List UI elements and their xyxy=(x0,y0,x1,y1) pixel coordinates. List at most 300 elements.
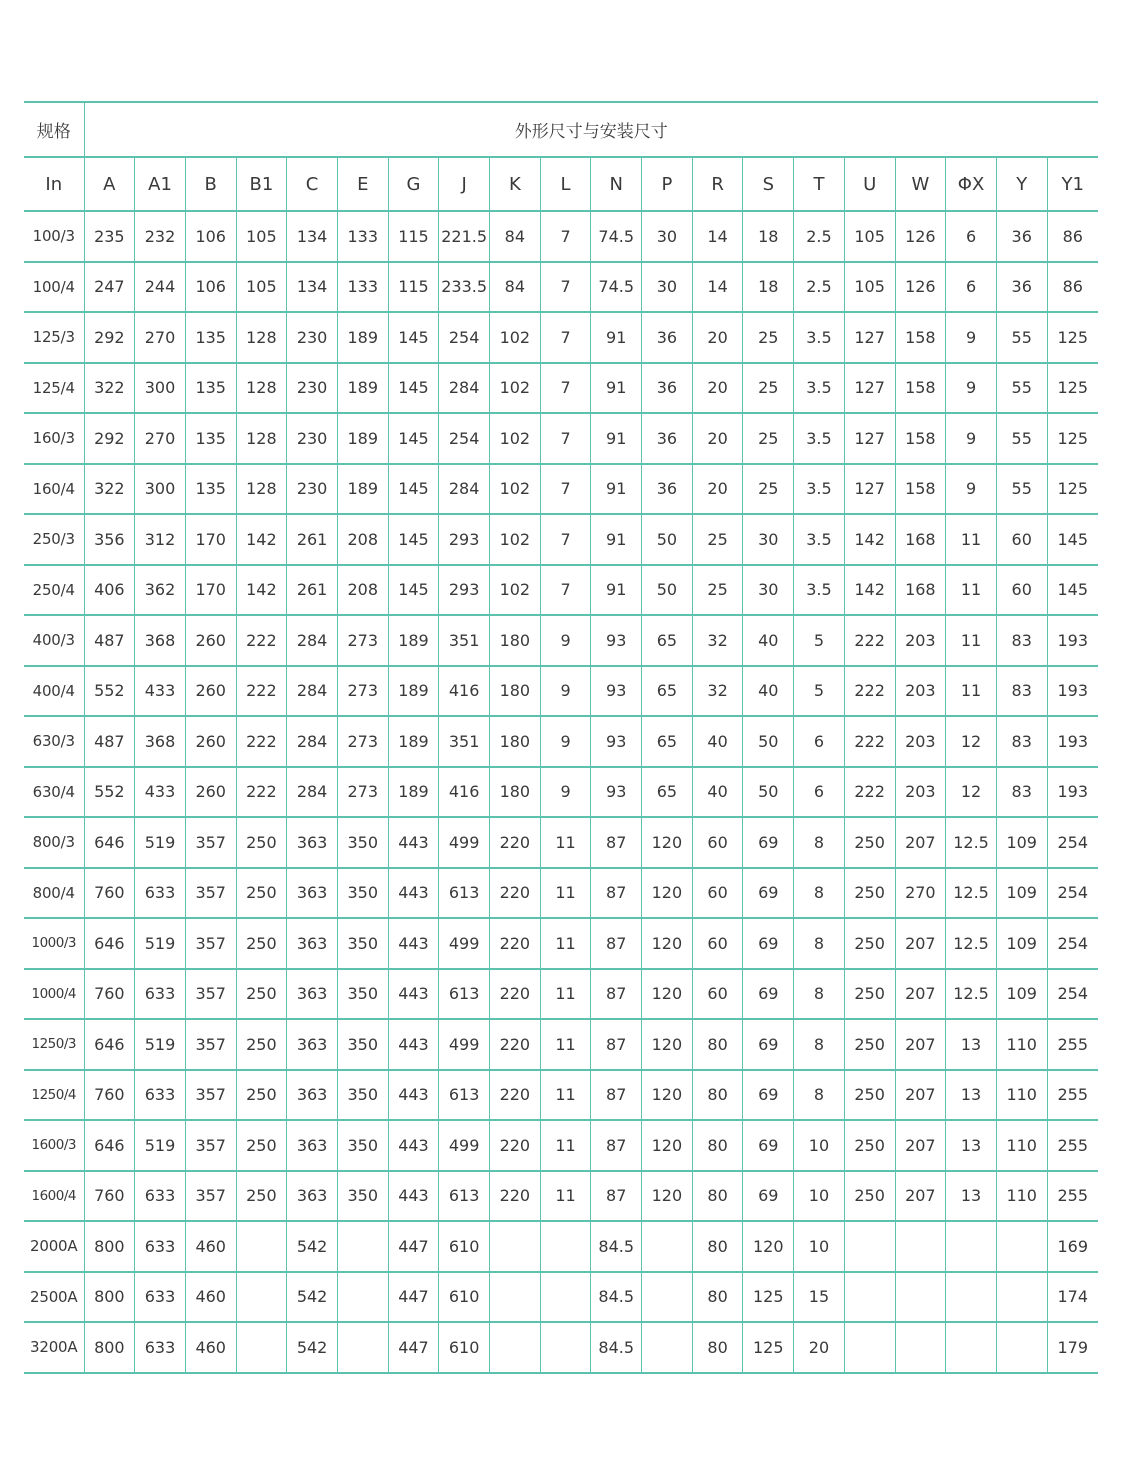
table-cell: 350 xyxy=(337,1070,388,1121)
table-cell: 127 xyxy=(844,464,895,515)
table-cell: 80 xyxy=(692,1019,743,1070)
table-cell: 91 xyxy=(591,363,642,414)
table-cell: 357 xyxy=(185,1120,236,1171)
table-cell: 363 xyxy=(287,1070,338,1121)
table-cell: 270 xyxy=(135,312,186,363)
column-header: L xyxy=(540,157,591,211)
table-cell: 125 xyxy=(1047,413,1098,464)
table-cell: 610 xyxy=(439,1322,490,1373)
table-cell: 284 xyxy=(439,464,490,515)
table-cell: 55 xyxy=(996,363,1047,414)
table-cell: 25 xyxy=(743,413,794,464)
table-cell: 207 xyxy=(895,1171,946,1222)
table-cell: 126 xyxy=(895,262,946,313)
table-cell: 646 xyxy=(84,918,135,969)
table-cell: 260 xyxy=(185,767,236,818)
table-cell: 145 xyxy=(1047,514,1098,565)
table-cell: 760 xyxy=(84,868,135,919)
table-cell: 109 xyxy=(996,817,1047,868)
table-cell: 363 xyxy=(287,1120,338,1171)
table-cell: 25 xyxy=(743,363,794,414)
table-cell: 105 xyxy=(236,262,287,313)
table-cell: 273 xyxy=(337,615,388,666)
table-cell: 273 xyxy=(337,666,388,717)
table-cell: 20 xyxy=(692,413,743,464)
table-cell: 36 xyxy=(642,413,693,464)
table-cell: 350 xyxy=(337,918,388,969)
table-cell: 12.5 xyxy=(946,868,997,919)
column-header: N xyxy=(591,157,642,211)
table-cell xyxy=(996,1221,1047,1272)
table-cell: 250 xyxy=(236,1070,287,1121)
table-cell: 613 xyxy=(439,868,490,919)
table-cell: 613 xyxy=(439,1070,490,1121)
table-cell: 10 xyxy=(794,1120,845,1171)
table-cell: 3.5 xyxy=(794,413,845,464)
table-cell: 9 xyxy=(540,666,591,717)
column-header: A1 xyxy=(135,157,186,211)
column-header: J xyxy=(439,157,490,211)
table-cell: 180 xyxy=(490,716,541,767)
table-cell xyxy=(337,1322,388,1373)
table-cell: 261 xyxy=(287,565,338,616)
table-cell: 25 xyxy=(692,514,743,565)
table-cell xyxy=(996,1272,1047,1323)
table-cell: 203 xyxy=(895,615,946,666)
table-cell: 14 xyxy=(692,211,743,262)
table-cell: 292 xyxy=(84,312,135,363)
table-cell: 260 xyxy=(185,666,236,717)
table-cell xyxy=(236,1272,287,1323)
spec-cell: 1000/3 xyxy=(24,918,84,969)
table-cell: 356 xyxy=(84,514,135,565)
table-cell: 86 xyxy=(1047,262,1098,313)
spec-cell: 160/3 xyxy=(24,413,84,464)
column-header: Y1 xyxy=(1047,157,1098,211)
table-cell: 93 xyxy=(591,767,642,818)
table-cell: 133 xyxy=(337,211,388,262)
table-cell: 128 xyxy=(236,413,287,464)
table-cell xyxy=(642,1272,693,1323)
table-cell: 11 xyxy=(540,1019,591,1070)
table-cell: 230 xyxy=(287,363,338,414)
table-cell: 519 xyxy=(135,1019,186,1070)
table-cell: 7 xyxy=(540,565,591,616)
column-header: In xyxy=(24,157,84,211)
table-cell: 800 xyxy=(84,1272,135,1323)
table-cell: 50 xyxy=(642,565,693,616)
table-cell: 552 xyxy=(84,767,135,818)
table-cell: 220 xyxy=(490,969,541,1020)
table-cell: 9 xyxy=(540,767,591,818)
table-cell: 110 xyxy=(996,1019,1047,1070)
spec-cell: 1250/3 xyxy=(24,1019,84,1070)
table-cell: 128 xyxy=(236,464,287,515)
table-cell: 222 xyxy=(236,767,287,818)
table-cell: 25 xyxy=(692,565,743,616)
table-cell xyxy=(844,1221,895,1272)
table-cell: 142 xyxy=(236,565,287,616)
table-cell: 189 xyxy=(337,363,388,414)
table-cell xyxy=(540,1272,591,1323)
table-cell: 105 xyxy=(844,262,895,313)
table-cell: 170 xyxy=(185,514,236,565)
table-cell: 284 xyxy=(287,666,338,717)
table-cell xyxy=(844,1272,895,1323)
table-cell: 6 xyxy=(794,767,845,818)
table-cell: 447 xyxy=(388,1322,439,1373)
table-cell: 250 xyxy=(236,1171,287,1222)
table-cell: 84 xyxy=(490,262,541,313)
table-cell: 87 xyxy=(591,817,642,868)
spec-cell: 2000A xyxy=(24,1221,84,1272)
table-cell: 203 xyxy=(895,666,946,717)
table-cell: 158 xyxy=(895,413,946,464)
table-cell: 69 xyxy=(743,1019,794,1070)
table-cell: 284 xyxy=(287,615,338,666)
table-cell: 120 xyxy=(642,1171,693,1222)
spec-cell: 3200A xyxy=(24,1322,84,1373)
column-header: C xyxy=(287,157,338,211)
table-cell: 102 xyxy=(490,312,541,363)
table-cell: 633 xyxy=(135,1221,186,1272)
table-cell: 83 xyxy=(996,716,1047,767)
table-cell: 250 xyxy=(844,1171,895,1222)
table-cell: 50 xyxy=(642,514,693,565)
table-cell: 36 xyxy=(642,464,693,515)
table-cell: 6 xyxy=(946,262,997,313)
spec-cell: 160/4 xyxy=(24,464,84,515)
spec-cell: 100/4 xyxy=(24,262,84,313)
spec-cell: 250/4 xyxy=(24,565,84,616)
table-cell: 13 xyxy=(946,1019,997,1070)
table-cell: 255 xyxy=(1047,1019,1098,1070)
table-cell: 13 xyxy=(946,1171,997,1222)
table-cell: 128 xyxy=(236,363,287,414)
table-cell: 220 xyxy=(490,1019,541,1070)
table-cell: 250 xyxy=(236,1120,287,1171)
table-cell: 2.5 xyxy=(794,262,845,313)
table-cell: 11 xyxy=(946,514,997,565)
table-cell: 13 xyxy=(946,1070,997,1121)
table-cell: 80 xyxy=(692,1272,743,1323)
table-cell: 250 xyxy=(844,969,895,1020)
table-cell: 284 xyxy=(287,767,338,818)
table-cell: 91 xyxy=(591,514,642,565)
table-cell: 460 xyxy=(185,1272,236,1323)
table-cell: 357 xyxy=(185,918,236,969)
table-cell: 542 xyxy=(287,1221,338,1272)
column-header: E xyxy=(337,157,388,211)
table-cell xyxy=(642,1221,693,1272)
table-cell: 15 xyxy=(794,1272,845,1323)
column-header: B1 xyxy=(236,157,287,211)
table-cell: 646 xyxy=(84,1019,135,1070)
table-cell: 18 xyxy=(743,262,794,313)
table-cell: 18 xyxy=(743,211,794,262)
table-cell: 84.5 xyxy=(591,1272,642,1323)
table-cell: 254 xyxy=(439,312,490,363)
table-cell: 273 xyxy=(337,716,388,767)
table-cell: 86 xyxy=(1047,211,1098,262)
table-cell: 487 xyxy=(84,716,135,767)
table-cell: 519 xyxy=(135,918,186,969)
table-cell: 120 xyxy=(642,1070,693,1121)
table-cell: 443 xyxy=(388,969,439,1020)
table-cell: 69 xyxy=(743,969,794,1020)
table-cell: 254 xyxy=(439,413,490,464)
table-cell: 145 xyxy=(388,565,439,616)
table-cell: 7 xyxy=(540,464,591,515)
spec-cell: 125/4 xyxy=(24,363,84,414)
table-cell: 109 xyxy=(996,918,1047,969)
table-cell: 8 xyxy=(794,1070,845,1121)
table-cell: 232 xyxy=(135,211,186,262)
table-cell: 250 xyxy=(844,1070,895,1121)
table-cell: 760 xyxy=(84,1171,135,1222)
table-cell: 443 xyxy=(388,1019,439,1070)
table-cell: 40 xyxy=(692,767,743,818)
table-row xyxy=(24,767,1098,818)
table-cell: 11 xyxy=(540,918,591,969)
table-cell: 69 xyxy=(743,918,794,969)
table-cell: 230 xyxy=(287,464,338,515)
table-row xyxy=(24,817,1098,868)
table-cell: 10 xyxy=(794,1221,845,1272)
table-cell: 109 xyxy=(996,868,1047,919)
table-cell: 760 xyxy=(84,1070,135,1121)
table-cell: 220 xyxy=(490,1070,541,1121)
table-cell: 362 xyxy=(135,565,186,616)
column-header: B xyxy=(185,157,236,211)
table-cell: 30 xyxy=(642,262,693,313)
table-cell: 180 xyxy=(490,767,541,818)
table-cell: 142 xyxy=(844,514,895,565)
table-cell: 9 xyxy=(946,312,997,363)
table-cell: 220 xyxy=(490,1171,541,1222)
table-cell: 284 xyxy=(439,363,490,414)
table-cell: 499 xyxy=(439,817,490,868)
spec-cell: 100/3 xyxy=(24,211,84,262)
table-cell: 145 xyxy=(388,464,439,515)
table-cell: 127 xyxy=(844,312,895,363)
table-cell: 60 xyxy=(692,868,743,919)
table-cell: 120 xyxy=(642,868,693,919)
table-cell: 11 xyxy=(540,817,591,868)
table-cell: 55 xyxy=(996,312,1047,363)
table-cell: 760 xyxy=(84,969,135,1020)
table-cell: 32 xyxy=(692,615,743,666)
table-cell: 8 xyxy=(794,1019,845,1070)
table-body xyxy=(24,211,1098,1373)
table-cell: 460 xyxy=(185,1221,236,1272)
table-cell: 222 xyxy=(236,615,287,666)
table-cell: 350 xyxy=(337,1120,388,1171)
table-cell: 222 xyxy=(844,615,895,666)
column-header-row xyxy=(24,157,1098,211)
table-cell: 158 xyxy=(895,363,946,414)
table-cell: 145 xyxy=(388,312,439,363)
table-cell: 3.5 xyxy=(794,565,845,616)
table-cell: 2.5 xyxy=(794,211,845,262)
table-cell: 233.5 xyxy=(439,262,490,313)
table-cell: 50 xyxy=(743,767,794,818)
table-cell: 351 xyxy=(439,615,490,666)
table-cell: 12 xyxy=(946,716,997,767)
table-cell: 250 xyxy=(844,918,895,969)
table-cell: 145 xyxy=(388,413,439,464)
table-cell: 12 xyxy=(946,767,997,818)
table-cell: 250 xyxy=(236,868,287,919)
table-cell: 142 xyxy=(844,565,895,616)
table-cell: 220 xyxy=(490,918,541,969)
table-cell: 189 xyxy=(388,767,439,818)
table-cell: 127 xyxy=(844,413,895,464)
table-row xyxy=(24,1120,1098,1171)
table-cell: 20 xyxy=(692,363,743,414)
table-cell: 207 xyxy=(895,1120,946,1171)
table-cell: 135 xyxy=(185,363,236,414)
table-cell: 125 xyxy=(743,1272,794,1323)
table-cell: 8 xyxy=(794,868,845,919)
spec-cell: 400/3 xyxy=(24,615,84,666)
spec-cell: 630/4 xyxy=(24,767,84,818)
table-cell: 87 xyxy=(591,1120,642,1171)
table-cell: 20 xyxy=(794,1322,845,1373)
table-cell: 60 xyxy=(996,565,1047,616)
table-cell: 207 xyxy=(895,1019,946,1070)
table-cell: 7 xyxy=(540,514,591,565)
table-cell: 133 xyxy=(337,262,388,313)
table-cell: 30 xyxy=(642,211,693,262)
table-cell: 460 xyxy=(185,1322,236,1373)
table-cell: 69 xyxy=(743,1070,794,1121)
table-cell xyxy=(642,1322,693,1373)
table-cell: 270 xyxy=(135,413,186,464)
table-cell: 8 xyxy=(794,969,845,1020)
table-cell: 50 xyxy=(743,716,794,767)
table-cell: 499 xyxy=(439,1019,490,1070)
table-cell: 255 xyxy=(1047,1171,1098,1222)
spec-cell: 800/4 xyxy=(24,868,84,919)
table-cell: 87 xyxy=(591,969,642,1020)
table-cell: 363 xyxy=(287,969,338,1020)
table-cell: 110 xyxy=(996,1120,1047,1171)
table-cell: 87 xyxy=(591,1019,642,1070)
table-cell: 120 xyxy=(642,1019,693,1070)
table-cell: 363 xyxy=(287,1171,338,1222)
table-cell: 102 xyxy=(490,413,541,464)
table-cell: 125 xyxy=(743,1322,794,1373)
table-cell: 12.5 xyxy=(946,817,997,868)
table-cell: 135 xyxy=(185,312,236,363)
table-cell: 135 xyxy=(185,413,236,464)
table-cell: 80 xyxy=(692,1171,743,1222)
table-cell: 20 xyxy=(692,312,743,363)
table-cell: 613 xyxy=(439,969,490,1020)
table-cell: 115 xyxy=(388,262,439,313)
table-cell: 84 xyxy=(490,211,541,262)
table-cell: 125 xyxy=(1047,464,1098,515)
table-cell: 207 xyxy=(895,817,946,868)
table-cell: 5 xyxy=(794,666,845,717)
table-cell: 357 xyxy=(185,868,236,919)
table-cell: 120 xyxy=(642,817,693,868)
table-cell: 250 xyxy=(844,868,895,919)
column-header: ΦX xyxy=(946,157,997,211)
table-cell: 69 xyxy=(743,1171,794,1222)
table-cell: 158 xyxy=(895,312,946,363)
table-row xyxy=(24,969,1098,1020)
table-cell: 168 xyxy=(895,514,946,565)
table-cell: 3.5 xyxy=(794,514,845,565)
table-cell: 443 xyxy=(388,1120,439,1171)
table-cell: 83 xyxy=(996,767,1047,818)
table-row xyxy=(24,514,1098,565)
table-cell: 416 xyxy=(439,666,490,717)
table-cell: 74.5 xyxy=(591,262,642,313)
spec-cell: 2500A xyxy=(24,1272,84,1323)
table-cell: 83 xyxy=(996,666,1047,717)
table-cell xyxy=(946,1322,997,1373)
table-cell: 65 xyxy=(642,666,693,717)
table-cell: 145 xyxy=(1047,565,1098,616)
table-cell: 499 xyxy=(439,918,490,969)
table-cell: 102 xyxy=(490,363,541,414)
table-cell: 40 xyxy=(743,666,794,717)
table-cell: 220 xyxy=(490,817,541,868)
table-cell: 142 xyxy=(236,514,287,565)
table-cell: 254 xyxy=(1047,918,1098,969)
table-row xyxy=(24,1322,1098,1373)
table-cell: 168 xyxy=(895,565,946,616)
table-cell: 8 xyxy=(794,918,845,969)
table-cell: 170 xyxy=(185,565,236,616)
table-cell: 633 xyxy=(135,969,186,1020)
spec-cell: 400/4 xyxy=(24,666,84,717)
table-cell: 125 xyxy=(1047,363,1098,414)
table-cell: 102 xyxy=(490,565,541,616)
spec-cell: 250/3 xyxy=(24,514,84,565)
table-cell: 633 xyxy=(135,1070,186,1121)
table-cell: 158 xyxy=(895,464,946,515)
table-cell: 11 xyxy=(540,1120,591,1171)
column-header: G xyxy=(388,157,439,211)
table-row xyxy=(24,615,1098,666)
table-cell: 106 xyxy=(185,211,236,262)
table-cell xyxy=(236,1322,287,1373)
table-cell: 292 xyxy=(84,413,135,464)
table-cell: 3.5 xyxy=(794,464,845,515)
table-cell: 69 xyxy=(743,1120,794,1171)
table-cell: 542 xyxy=(287,1322,338,1373)
table-cell: 7 xyxy=(540,363,591,414)
table-cell: 300 xyxy=(135,363,186,414)
table-cell: 357 xyxy=(185,969,236,1020)
table-cell: 120 xyxy=(642,969,693,1020)
table-cell: 633 xyxy=(135,1322,186,1373)
table-row xyxy=(24,918,1098,969)
dimensions-table xyxy=(24,101,1098,1374)
table-cell: 312 xyxy=(135,514,186,565)
table-cell: 350 xyxy=(337,1019,388,1070)
table-cell: 193 xyxy=(1047,716,1098,767)
table-cell: 93 xyxy=(591,666,642,717)
table-cell: 633 xyxy=(135,1272,186,1323)
table-cell: 87 xyxy=(591,1070,642,1121)
table-cell: 134 xyxy=(287,211,338,262)
table-cell: 30 xyxy=(743,565,794,616)
